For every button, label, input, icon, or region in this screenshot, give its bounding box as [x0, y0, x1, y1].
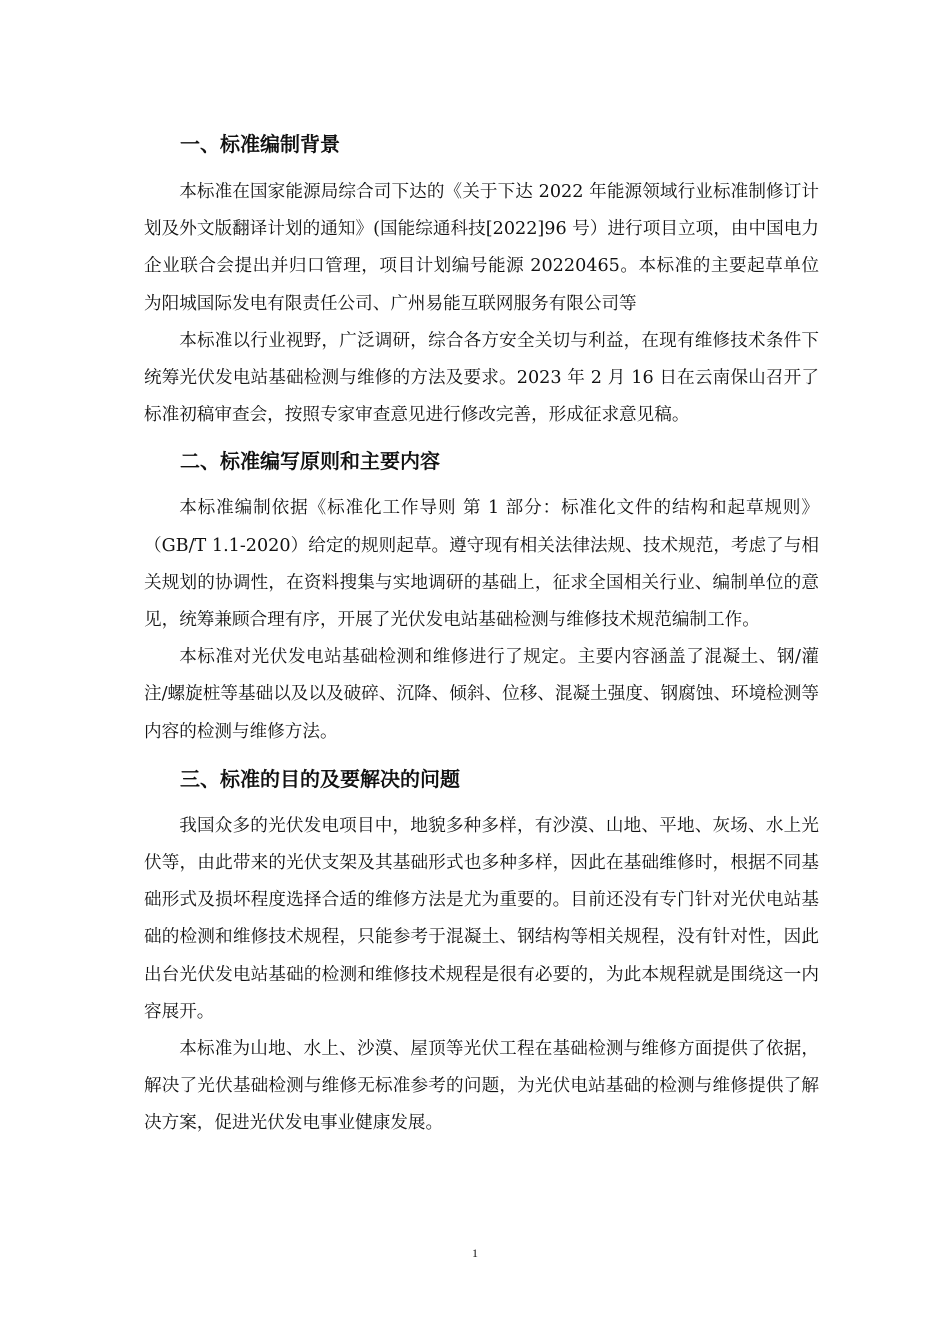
section-heading-background: 一、标准编制背景 — [180, 132, 340, 156]
paragraph-background-2: 本标准以行业视野，广泛调研，综合各方安全关切与利益，在现有维修技术条件下统筹光伏发电站基础检测与维修的方法及要求。2023 年 2 月 16 日在云南保山召开了标准初稿审查会，按照专家审查意见进行修改完善，形成征求意见稿。 — [144, 330, 819, 426]
section-heading-principles: 二、标准编写原则和主要内容 — [180, 449, 440, 474]
paragraph-purpose-1: 我国众多的光伏发电项目中，地貌多种多样，有沙漠、山地、平地、灰场、水上光伏等，由此带来的光伏支架及其基础形式也多种多样，因此在基础维修时，根据不同基础形式及损坏程度选择合适的维修方法是尤为重要的。目前还没有专门针对光伏电站基础的检测和维修技术规程，只能参考于混凝土、钢结构等相关规程，没有针对性，因此出台光伏发电站基础的检测和维修技术规程是很有必要的，为此本规程就是围绕这一内容展开。 — [144, 815, 819, 1022]
page-number: 1 — [472, 1246, 478, 1260]
section-heading-purpose: 三、标准的目的及要解决的问题 — [180, 766, 460, 791]
paragraph-principles-1: 本标准编制依据《标准化工作导则 第 1 部分：标准化文件的结构和起草规则》（GB/T 1.1-2020）给定的规则起草。遵守现有相关法律法规、技术规范，考虑了与相关规划的协调性，在资料搜集与实地调研的基础上，征求全国相关行业、编制单位的意见，统筹兼顾合理有序，开展了光伏发电站基础检测与维修技术规范编制工作。 — [144, 498, 819, 631]
document-page — [144, 126, 819, 1143]
paragraph-background-1: 本标准在国家能源局综合司下达的《关于下达 2022 年能源领域行业标准制修订计划及外文版翻译计划的通知》(国能综通科技[2022]96 号）进行项目立项，由中国电力企业联合会提出并归口管理，项目计划编号能源 20220465。本标准的主要起草单位为阳城国际发电有限责任公司、广州易能互联网服务有限公司等 — [144, 182, 819, 314]
paragraph-purpose-2: 本标准为山地、水上、沙漠、屋顶等光伏工程在基础检测与维修方面提供了依据，解决了光伏基础检测与维修无标准参考的问题，为光伏电站基础的检测与维修提供了解决方案，促进光伏发电事业健康发展。 — [144, 1039, 819, 1134]
paragraph-principles-2: 本标准对光伏发电站基础检测和维修进行了规定。主要内容涵盖了混凝土、钢/灌注/螺旋桩等基础以及以及破碎、沉降、倾斜、位移、混凝土强度、钢腐蚀、环境检测等内容的检测与维修方法。 — [144, 647, 819, 742]
